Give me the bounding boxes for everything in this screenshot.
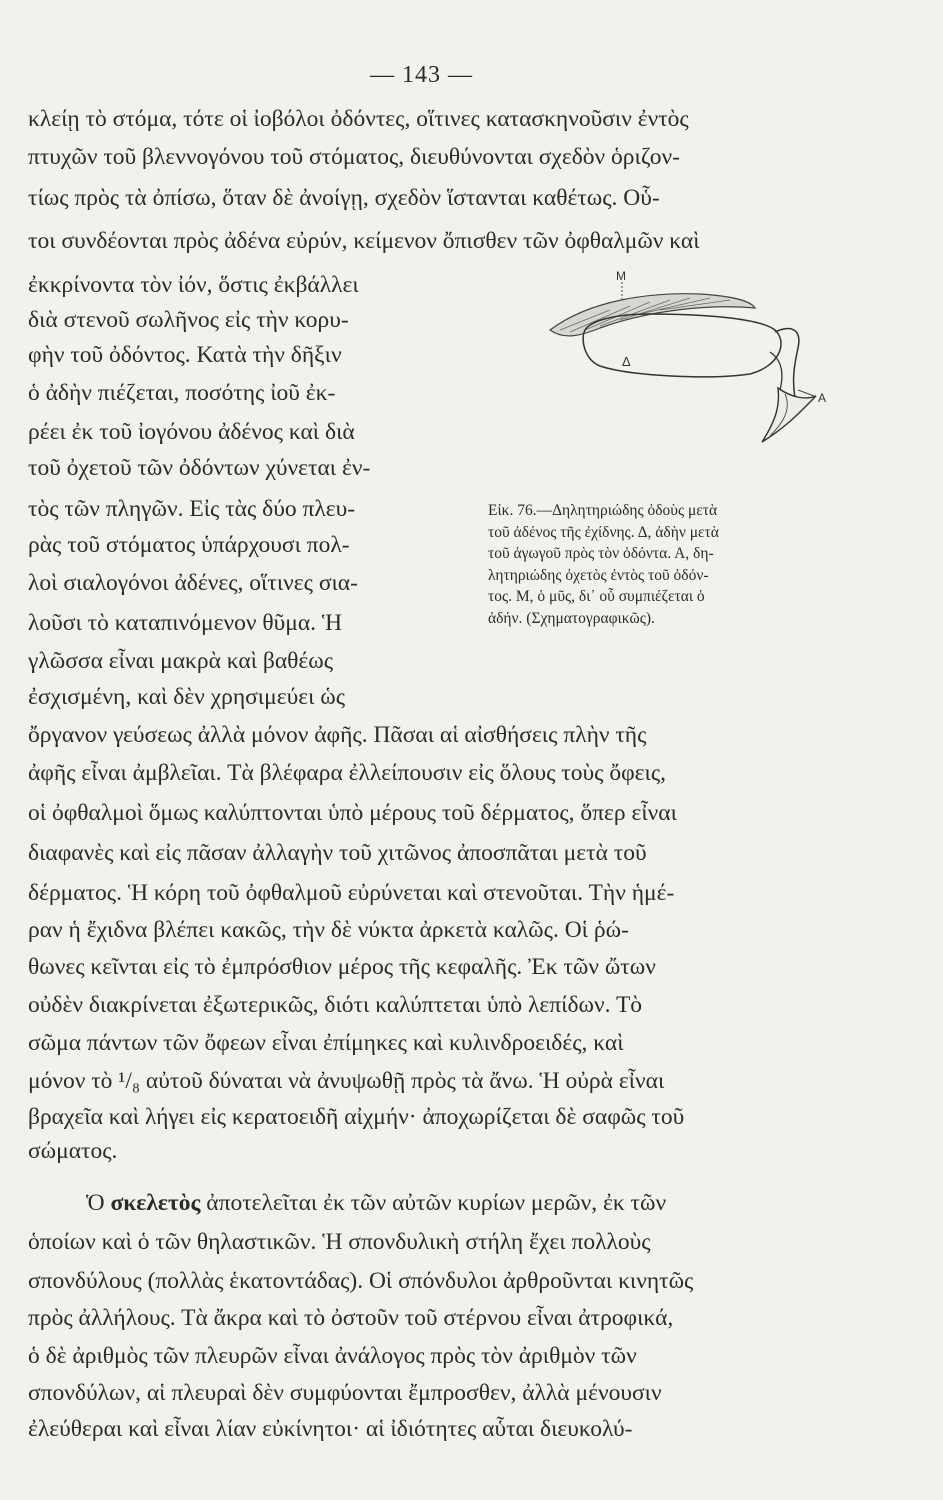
text-line: ἐλεύθεραι καὶ εἶναι λίαν εὐκίνητοι· αἱ ἰδιότητες αὗται διευκολύ- xyxy=(28,1416,633,1442)
paragraph-skeleton-first-line xyxy=(86,1188,666,1218)
text-line: λοῦσι τὸ καταπινόμενον θῦμα. Ἡ xyxy=(28,610,343,636)
venom-gland-illustration xyxy=(530,270,850,460)
text-line: σπονδύλους (πολλὰς ἑκατοντάδας). Οἱ σπόνδυλοι ἀρθροῦνται κινητῶς xyxy=(28,1268,694,1294)
text-line: οἱ ὀφθαλμοὶ ὅμως καλύπτονται ὑπὸ μέρους τοῦ δέρματος, ὅπερ εἶναι xyxy=(28,800,677,826)
text-line: τοι συνδέονται πρὸς ἀδένα εὐρύν, κείμενον ὄπισθεν τῶν ὀφθαλμῶν καὶ xyxy=(28,228,700,254)
text-line: ὁ ἀδὴν πιέζεται, ποσότης ἰοῦ ἐκ- xyxy=(28,380,336,406)
duct-pointer xyxy=(798,390,814,396)
figure-label-a: A xyxy=(818,391,827,405)
text-line: πτυχῶν τοῦ βλεννογόνου τοῦ στόματος, διευθύνονται σχεδὸν ὁριζον- xyxy=(28,144,680,170)
text-line: ρέει ἐκ τοῦ ἰογόνου ἀδένος καὶ διὰ xyxy=(28,419,355,445)
text-line: δέρματος. Ἡ κόρη τοῦ ὀφθαλμοῦ εὐρύνεται καὶ στενοῦται. Τὴν ἡμέ- xyxy=(28,880,675,906)
text-line: τίως πρὸς τὰ ὀπίσω, ὅταν δὲ ἀνοίγῃ, σχεδὸν ἵστανται καθέτως. Οὗ- xyxy=(28,185,660,211)
fang-shape xyxy=(762,388,816,442)
page-number: — 143 — xyxy=(370,62,473,88)
text-line: διὰ στενοῦ σωλῆνος εἰς τὴν κορυ- xyxy=(28,307,349,333)
text-line: διαφανὲς καὶ εἰς πᾶσαν ἀλλαγὴν τοῦ χιτῶνος ἀποσπᾶται μετὰ τοῦ xyxy=(28,840,647,866)
text-line: λοὶ σιαλογόνοι ἀδένες, οἵτινες σια- xyxy=(28,570,358,596)
text-line: φὴν τοῦ ὀδόντος. Κατὰ τὴν δῆξιν xyxy=(28,342,342,368)
muscle-shape xyxy=(550,294,755,336)
text-line: οὐδὲν διακρίνεται ἐξωτερικῶς, διότι καλύπτεται ὑπὸ λεπίδων. Τὸ xyxy=(28,992,643,1018)
text-line: ὄργανον γεύσεως ἀλλὰ μόνον ἀφῆς. Πᾶσαι αἱ αἰσθήσεις πλὴν τῆς xyxy=(28,722,647,748)
text-line: ὁ δὲ ἀριθμὸς τῶν πλευρῶν εἶναι ἀνάλογος πρὸς τὸν ἀριθμὸν τῶν xyxy=(28,1343,637,1369)
text-line: σπονδύλων, αἱ πλευραὶ δὲν συμφύονται ἔμπροσθεν, ἀλλὰ μένουσιν xyxy=(28,1380,662,1406)
text-span: Ὁ xyxy=(86,1190,111,1216)
text-line: ραν ἡ ἔχιδνα βλέπει κακῶς, τὴν δὲ νύκτα ἀρκετὰ καλῶς. Οἱ ῥώ- xyxy=(28,917,629,943)
caption-line: ἀδήν. (Σχηματογραφικῶς). xyxy=(488,609,655,627)
text-span: ἀποτελεῖται ἐκ τῶν αὐτῶν κυρίων μερῶν, ἐκ τῶν xyxy=(200,1190,667,1216)
figure-caption xyxy=(488,500,878,629)
text-line: σῶμα πάντων τῶν ὄφεων εἶναι ἐπίμηκες καὶ κυλινδροειδές, καὶ xyxy=(28,1030,624,1056)
caption-line: τος. Μ, ὁ μῦς, δι᾽ οὗ συμπιέζεται ὁ xyxy=(488,588,705,605)
figure-label-m: M xyxy=(616,270,626,283)
text-line: σώματος. xyxy=(28,1138,118,1164)
text-line: τοῦ ὀχετοῦ τῶν ὀδόντων χύνεται ἐν- xyxy=(28,455,371,481)
figure-venom-gland xyxy=(530,270,850,460)
bold-term: σκελετὸς xyxy=(110,1190,201,1216)
text-line: ἐκκρίνοντα τὸν ἰόν, ὅστις ἐκβάλλει xyxy=(28,272,359,298)
caption-line: τοῦ ἀγωγοῦ πρὸς τὸν ὀδόντα. Α, δη- xyxy=(488,545,714,562)
text-line: θωνες κεῖνται εἰς τὸ ἐμπρόσθιον μέρος τῆς κεφαλῆς. Ἐκ τῶν ὤτων xyxy=(28,954,656,980)
caption-line: τοῦ ἀδένος τῆς ἐχίδνης. Δ, ἀδὴν μετὰ xyxy=(488,523,719,541)
text-line: γλῶσσα εἶναι μακρὰ καὶ βαθέως xyxy=(28,648,334,674)
text-line: μόνον τὸ ¹/₈ αὐτοῦ δύναται νὰ ἀνυψωθῇ πρὸς τὰ ἄνω. Ἡ οὐρὰ εἶναι xyxy=(28,1068,665,1094)
text-line: κλείῃ τὸ στόμα, τότε οἱ ἰοβόλοι ὀδόντες, οἵτινες κατασκηνοῦσιν ἐντὸς xyxy=(28,106,689,132)
figure-label-delta: Δ xyxy=(622,354,631,369)
caption-line: Εἰκ. 76.—Δηλητηριώδης ὀδοὺς μετὰ xyxy=(488,502,718,519)
text-line: ρὰς τοῦ στόματος ὑπάρχουσι πολ- xyxy=(28,532,350,558)
text-line: ἐσχισμένη, καὶ δὲν χρησιμεύει ὡς xyxy=(28,684,346,710)
text-line: βραχεῖα καὶ λήγει εἰς κερατοειδῆ αἰχμήν· ἀποχωρίζεται δὲ σαφῶς τοῦ xyxy=(28,1104,685,1130)
text-line: τὸς τῶν πληγῶν. Εἰς τὰς δύο πλευ- xyxy=(28,496,356,522)
text-line: ἀφῆς εἶναι ἀμβλεῖαι. Τὰ βλέφαρα ἐλλείπουσιν εἰς ὅλους τοὺς ὄφεις, xyxy=(28,760,666,786)
text-line: πρὸς ἀλλήλους. Τὰ ἄκρα καὶ τὸ ὀστοῦν τοῦ στέρνου εἶναι ἀτροφικά, xyxy=(28,1305,674,1331)
text-line: ὁποίων καὶ ὁ τῶν θηλαστικῶν. Ἡ σπονδυλικὴ στήλη ἔχει πολλοὺς xyxy=(28,1229,651,1255)
duct-line-inner xyxy=(770,352,782,390)
caption-line: λητηριώδης ὀχετὸς ἐντὸς τοῦ ὀδόν- xyxy=(488,566,709,584)
